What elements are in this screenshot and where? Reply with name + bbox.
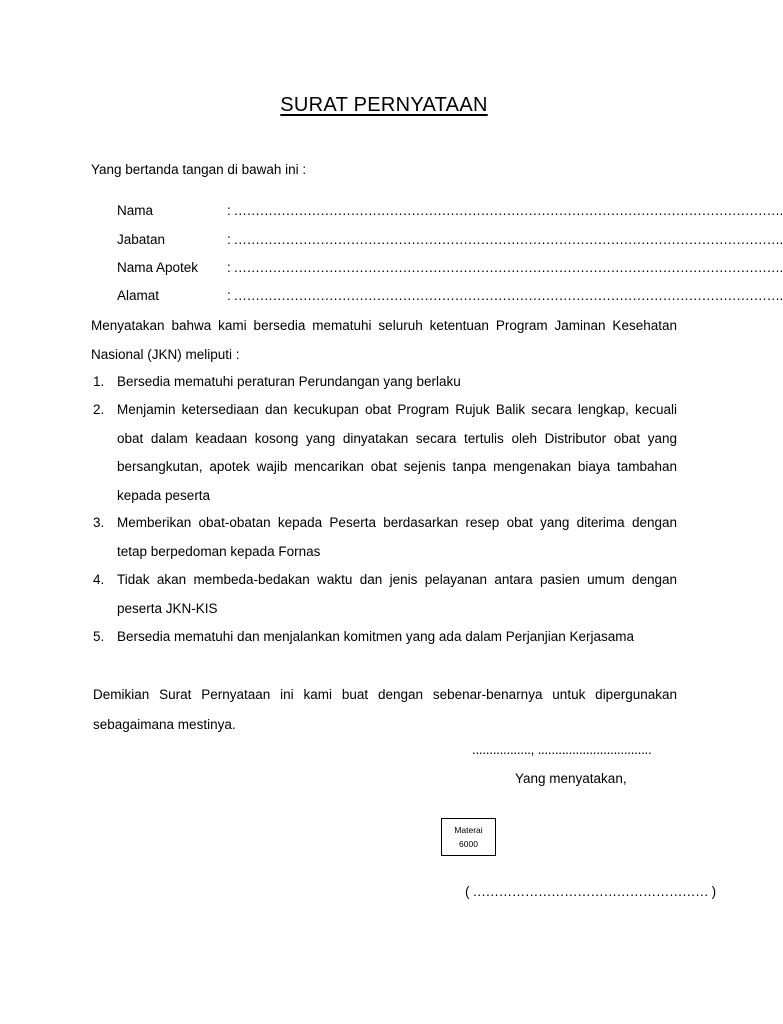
signer-label: Yang menyatakan,: [515, 771, 627, 786]
list-text: Tidak akan membeda-bedakan waktu dan jenis pelayanan antara pasien umum dengan peserta JKN-KIS: [117, 572, 677, 616]
field-label: Alamat: [117, 288, 160, 303]
field-label: Nama Apotek: [117, 260, 199, 275]
list-item-1: [93, 368, 677, 397]
list-number: 1.: [93, 374, 105, 389]
list-text: Bersedia mematuhi peraturan Perundangan yang berlaku: [117, 374, 461, 389]
list-item-4: [93, 566, 677, 623]
list-number: 5.: [93, 629, 105, 644]
field-label: Nama: [117, 203, 154, 218]
materai-stamp-box: [441, 818, 496, 856]
closing-paragraph: Demikian Surat Pernyataan ini kami buat dengan sebenar-benarnya untuk dipergunakan sebagaimana mestinya.: [93, 687, 677, 732]
list-number: 2.: [93, 402, 105, 417]
field-blank: : ……………………………………………………………………………………………………………….: [227, 260, 783, 275]
page-title: [0, 94, 768, 117]
list-item-3: [93, 509, 677, 566]
stamp-line-2: 6000: [459, 839, 478, 849]
list-item-2: [93, 396, 677, 510]
field-label: Jabatan: [117, 232, 166, 247]
field-blank: : ……………………………………………………………………………………………………………….: [227, 288, 783, 303]
list-number: 4.: [93, 572, 105, 587]
field-blank: : ……………………………………………………………………………………………………………….: [227, 203, 783, 218]
list-text: Menjamin ketersediaan dan kecukupan obat Program Rujuk Balik secara lengkap, kecuali obat dalam keadaan kosong yang dinyatakan secara tertulis oleh Distributor obat yang bersangkutan, apotek wajib mencarikan obat sejenis tanpa mengenakan biaya tambahan kepada peserta: [117, 402, 677, 503]
field-blank: : ……………………………………………………………………………………………………………….: [227, 232, 783, 247]
list-item-5: [93, 623, 677, 652]
place-date-line: ................., .................................: [472, 742, 652, 757]
stamp-line-1: Materai: [454, 825, 483, 835]
list-text: Memberikan obat-obatan kepada Peserta berdasarkan resep obat yang diterima dengan tetap berpedoman kepada Fornas: [117, 515, 677, 559]
intro-text: Yang bertanda tangan di bawah ini :: [91, 162, 307, 177]
field-alamat: [117, 288, 783, 308]
field-nama: [117, 203, 783, 223]
field-nama-apotek: [117, 260, 783, 280]
statement-paragraph: Menyatakan bahwa kami bersedia mematuhi seluruh ketentuan Program Jaminan Kesehatan Nasional (JKN) meliputi :: [91, 318, 677, 362]
title-text: SURAT PERNYATAAN: [280, 94, 488, 116]
list-text: Bersedia mematuhi dan menjalankan komitmen yang ada dalam Perjanjian Kerjasama: [117, 629, 635, 644]
field-jabatan: [117, 232, 783, 252]
signature-line: ( ……………………………………………… ): [465, 884, 716, 899]
list-number: 3.: [93, 515, 105, 530]
